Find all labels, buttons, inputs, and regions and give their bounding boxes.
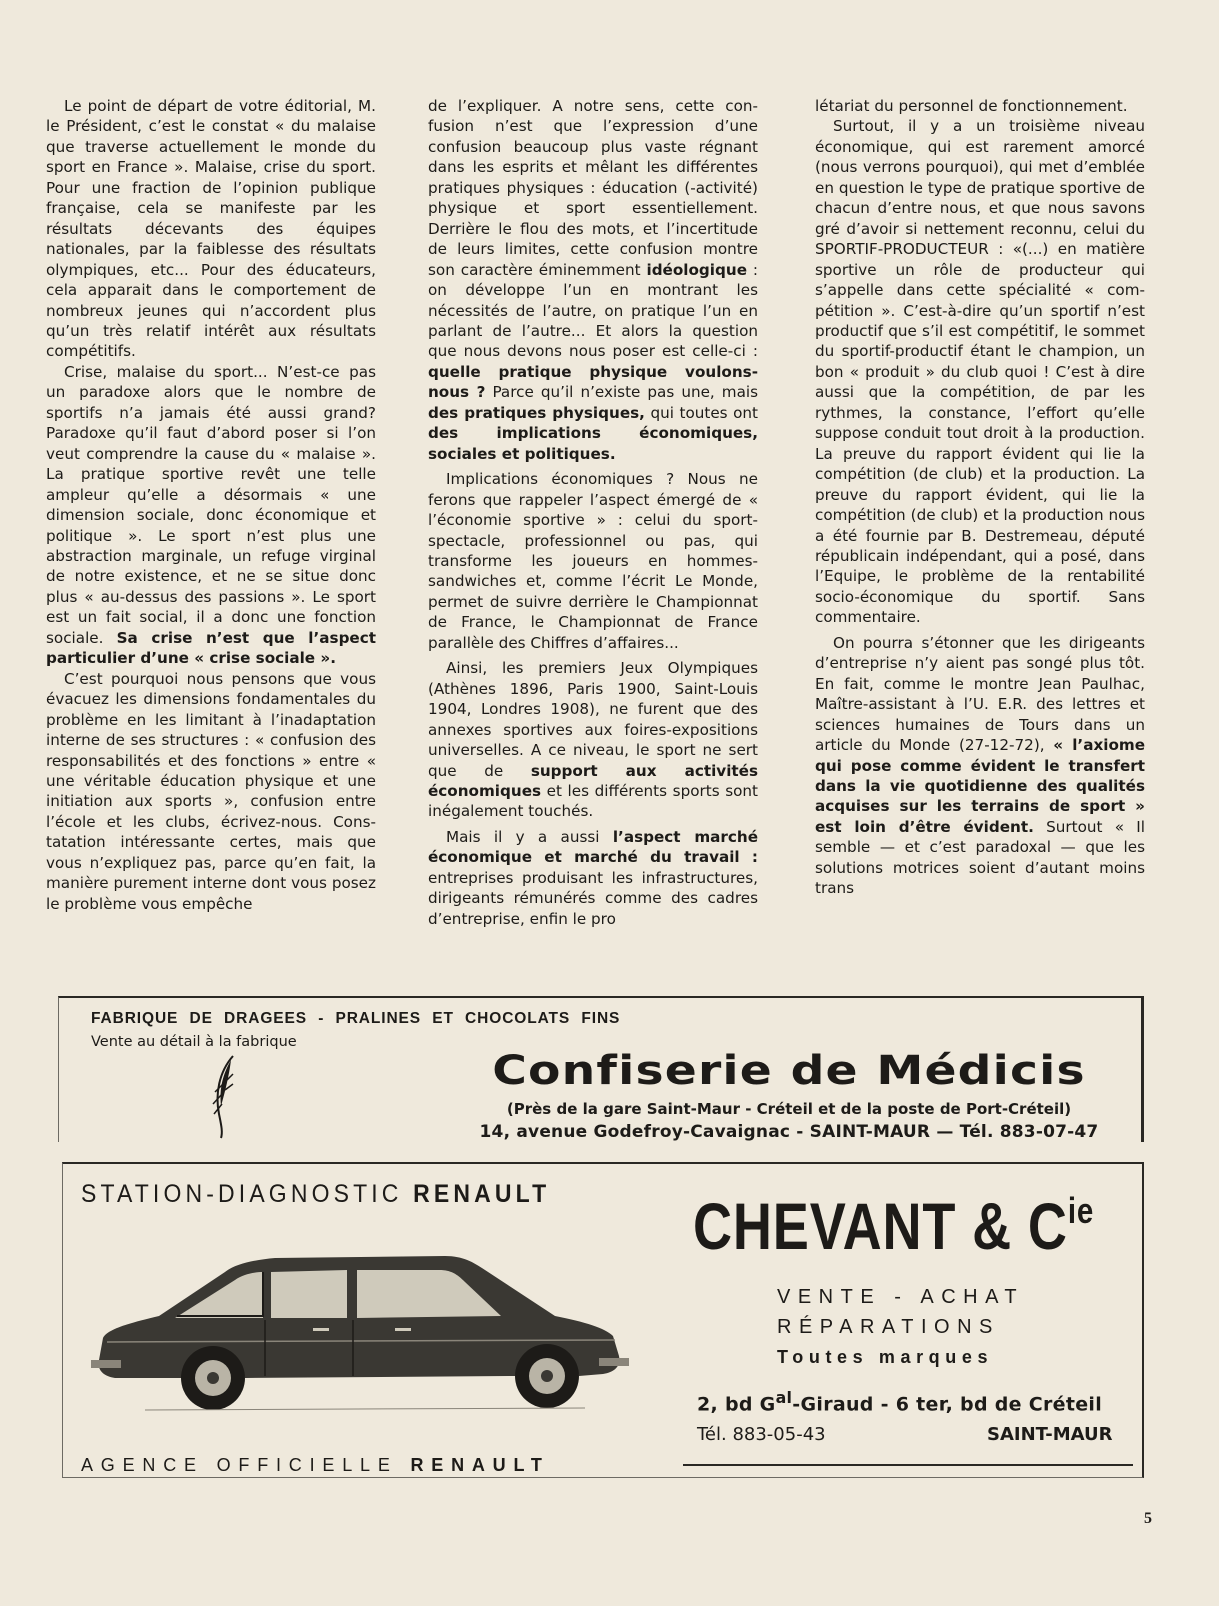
station-brand: RENAULT bbox=[413, 1180, 551, 1208]
bold-term: l’aspect marché économique et marché du travail : bbox=[428, 827, 758, 867]
divider bbox=[683, 1464, 1133, 1466]
ad-subtagline: Vente au détail à la fabrique bbox=[91, 1034, 297, 1050]
chevant-advertisement bbox=[62, 1162, 1144, 1478]
paragraph-text: Parce qu’il n’existe pas une, mais bbox=[492, 383, 759, 402]
bold-question: quelle pratique physique voulons-nous ? bbox=[428, 362, 758, 402]
station-prefix: STATION-DIAGNOSTIC bbox=[81, 1180, 403, 1208]
service-sales: VENTE - ACHAT bbox=[777, 1286, 1025, 1308]
paragraph: Le point de départ de votre éditorial, M. le Président, c’est le constat « du malaise que traverse actuellement le monde du sport en France ». Malaise, crise du sport. Pour une fraction de l’opinion publique française, cela se manifeste par les résultats décevants des équipes nationales, par la faiblesse des résultats olympiques, etc... Pour des éducateurs, cela apparait dans le comportement de nombreux jeunes qui n’accordent plus qu’un très relatif intérêt aux résultats compétitifs. bbox=[46, 97, 376, 361]
page-number: 5 bbox=[1144, 1510, 1152, 1527]
paragraph bbox=[428, 658, 758, 822]
paragraph-text: et les différents sports sont inégalement touchés. bbox=[428, 781, 758, 821]
paragraph-text: On pourra s’étonner que les dirigeants d’entreprise n’y aient pas songé plus tôt. En fait, comme le montre Jean Paulhac, Maître-assistant à l’U. E.R. des lettres et sciences humaines de Tours dans un article du Monde (27-12-72), bbox=[815, 633, 1145, 755]
confiserie-advertisement bbox=[58, 996, 1144, 1142]
shop-name: Confiserie de Médicis bbox=[492, 1048, 1086, 1094]
bold-quote: « l’axiome qui pose comme évident le transfert dans la vie quotidienne des qualités acquises sur les terrains de sport » est loin d’être évident. bbox=[815, 736, 1146, 836]
bold-term: des pratiques physiques, bbox=[428, 403, 645, 422]
paragraph bbox=[428, 96, 758, 464]
paragraph-text: qui toutes ont bbox=[650, 403, 759, 422]
bold-term: support aux activités économiques bbox=[428, 761, 758, 800]
paragraph bbox=[428, 827, 758, 929]
shop-location: (Près de la gare Saint-Maur - Créteil et de la poste de Port-Créteil) bbox=[506, 1100, 1072, 1118]
agence-prefix: AGENCE OFFICIELLE bbox=[81, 1455, 398, 1475]
garage-address bbox=[697, 1388, 1102, 1415]
address-part: -Giraud - 6 ter, bd de Créteil bbox=[792, 1393, 1103, 1416]
feather-logo-icon bbox=[209, 1054, 239, 1140]
address-part: 2, bd G bbox=[697, 1393, 776, 1416]
agence-line bbox=[81, 1455, 550, 1476]
service-repairs: RÉPARATIONS bbox=[777, 1316, 1000, 1338]
paragraph bbox=[815, 633, 1145, 899]
article-column-3 bbox=[815, 96, 1145, 899]
station-heading bbox=[81, 1180, 550, 1209]
garage-phone: Tél. 883-05-43 bbox=[697, 1424, 826, 1445]
garage-name-text: CHEVANT & C bbox=[693, 1189, 1068, 1263]
garage-city: SAINT-MAUR bbox=[987, 1424, 1113, 1445]
paragraph: Surtout, il y a un troisième niveau économique, qui est rarement amorcé (nous verrons pourquoi), qui met d’emblée en question le type de pratique sportive de chacun d’entre nous, et que nous savons gré d’avoir si nettement reconnu, celui du SPORTIF-PRODUCTEUR : «(...) en matière sportive un rôle de producteur qui s’appelle dans cette spécialité « compétition ». C’est-à-dire qu’un sportif n’est productif que s’il est compétitif, le sommet du sportif-productif étant le champion, un bon « produit » du club quoi ! C’est à dire aussi que la compétition, de par les rythmes, la constance, l’effort qu’elle suppose conduit tout droit à la production. La preuve du rapport évident qui lie la compétition (de club) et la production. La preuve du rapport évident, qui lie la compétition (de club) et la production nous a été fournie par B. Destremeau, député républicain indépendant, qui a posé, dans l’Equipe, le problème de la rentabilité socio-économique du sportif. Sans commentaire. bbox=[815, 117, 1145, 627]
garage-name-suffix: ie bbox=[1067, 1190, 1095, 1231]
bold-term: idéologique bbox=[646, 260, 747, 279]
paragraph-text: Crise, malaise du sport... N’est-ce pas un paradoxe alors que le nombre de sportifs n’a jamais été aussi grand? Paradoxe qu’il faut d’abord poser si l’on veut comprendre la cause du « malaise ». La pratique sportive revêt une telle ampleur qu’elle a désormais « une dimension sociale, donc économique et politique ». Le sport n’est plus une abstraction marginale, un refuge virginal de notre existence, et ne se situe donc plus « au-dessus des passions ». Le sport est un fait social, il a donc une fonction sociale. bbox=[46, 362, 376, 647]
address-superscript: al bbox=[775, 1388, 793, 1407]
garage-name bbox=[693, 1188, 1094, 1264]
paragraph-text: Surtout « Il semble — et c’est paradoxal — que les solutions motrices soient d’autant moins trans bbox=[815, 817, 1146, 898]
services-list bbox=[777, 1282, 1024, 1372]
paragraph-text: entreprises produisant les infrastructures, dirigeants rémunérés comme des cadres d’entreprise, enfin le pro bbox=[428, 868, 758, 928]
renault-car-icon bbox=[85, 1212, 635, 1412]
paragraph: Implications économiques ? Nous ne ferons que rappeler l’aspect émergé de « l’économie sportive » : celui du sport-spectacle, professionnel ou pas, qui transforme les joueurs en hommes-sandwiches et, comme l’écrit Le Monde, permet de suivre derrière le Championnat de France, le Championnat de France parallèle des Chiffres d’affaires... bbox=[428, 470, 758, 652]
ad-tagline: FABRIQUE DE DRAGEES - PRALINES ET CHOCOLATS FINS bbox=[91, 1010, 621, 1027]
paragraph-text: Mais il y a aussi bbox=[446, 827, 600, 846]
paragraph: létariat du personnel de fonctionnement. bbox=[815, 97, 1128, 115]
paragraph-text: de l’expliquer. A notre sens, cette confusion n’est que l’expression d’une confusion beaucoup plus vaste régnant dans les esprits et mêlant les différentes pratiques physiques : éducation (-activité) physique et sport essentiellement. Derrière le flou des mots, et l’incertitude de leurs limites, cette confusion montre son caractère éminemment bbox=[428, 97, 758, 279]
bold-term: des implications économiques, sociales et politiques. bbox=[428, 424, 758, 463]
paragraph: C’est pourquoi nous pensons que vous évacuez les dimensions fondamentales du problème en les limitant à l’inadaptation interne de ses structures : « confusion des responsabilités et des fonctions » entre « une véritable éducation physique et une initiation aux sports », confusion entre l’école et les clubs, écrivez-nous. Constatation intéressante certes, mais que vous n’expliquez pas, parce qu’en fait, la manière purement interne dont vous posez le problème vous empêche bbox=[46, 669, 376, 913]
article-column-2 bbox=[428, 96, 758, 929]
agence-brand: RENAULT bbox=[410, 1455, 550, 1475]
bold-statement: Sa crise n’est que l’aspect particulier d’une « crise sociale ». bbox=[46, 628, 376, 668]
paragraph-text: : on développe l’un en montrant les nécessités de l’autre, on pratique l’un en parlant de l’autre... Et alors la question que nous devons nous poser est celle-ci : bbox=[428, 260, 759, 361]
shop-address: 14, avenue Godefroy-Cavaignac - SAINT-MAUR — Tél. 883-07-47 bbox=[479, 1122, 1099, 1142]
article-column-1 bbox=[46, 96, 376, 914]
service-brands: Toutes marques bbox=[777, 1347, 994, 1367]
paragraph-text: Ainsi, les premiers Jeux Olympiques (Athènes 1896, Paris 1900, Saint-Louis 1904, Londres 1908), ne furent que des annexes sportives aux foires-expositions universelles. A ce niveau, le sport ne sert que de bbox=[428, 659, 758, 780]
paragraph bbox=[46, 362, 376, 669]
